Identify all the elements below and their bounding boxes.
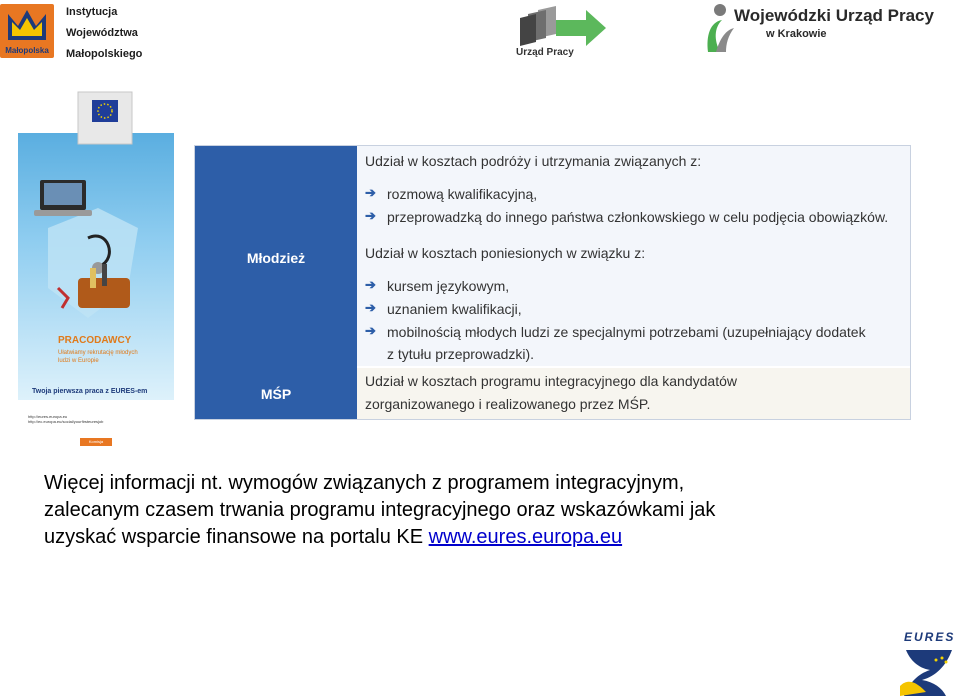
wup-krakow-logo [700, 2, 956, 58]
eures-emblem-icon [896, 646, 958, 698]
poster-url: http://ec.europa.eu/social/yourfirsteuresjob [28, 419, 104, 424]
urzad-pracy-arrow-icon [516, 4, 608, 48]
commission-building-icon [70, 88, 140, 148]
poster-tagline: Twoja pierwsza praca z EURES-em [32, 388, 148, 395]
info-line: zalecanym czasem trwania programu integracyjnego oraz wskazówkami jak [44, 499, 716, 521]
poster-commission-tag: Komisja Europejska [80, 438, 112, 446]
malopolska-badge-label: Małopolska [5, 46, 49, 55]
bullet-continuation: z tytułu przeprowadzki). [387, 346, 535, 362]
eures-poster [18, 88, 174, 450]
arrow-right-icon: ➔ [365, 277, 376, 292]
eures-wordmark: EURES [904, 630, 956, 644]
description-heading: Udział w kosztach podróży i utrzymania związanych z: [365, 153, 702, 169]
wup-figure-icon [700, 2, 736, 56]
eures-logo [896, 630, 958, 698]
info-line [44, 524, 924, 551]
malopolska-line: Województwa [66, 27, 138, 39]
poster-subtitle: Ułatwiamy rekrutację młodych ludzi w Europie [58, 350, 138, 364]
urzad-pracy-logo [516, 4, 608, 60]
malopolska-emblem-icon [0, 4, 54, 48]
malopolska-badge [0, 4, 54, 58]
description-heading: Udział w kosztach poniesionych w związku z: [365, 245, 646, 261]
arrow-right-icon: ➔ [365, 323, 376, 338]
info-line: Więcej informacji nt. wymogów związanych z programem integracyjnym, [44, 472, 685, 494]
description-line: zorganizowanego i realizowanego przez MŚP. [365, 396, 651, 412]
arrow-right-icon: ➔ [365, 208, 376, 223]
eures-portal-link[interactable]: www.eures.europa.eu [428, 526, 623, 548]
table-row [195, 368, 910, 419]
wup-title: Wojewódzki Urząd Pracy [734, 6, 934, 25]
poster-title: PRACODAWCY [58, 335, 132, 346]
bullet-item: kursem językowym, [387, 278, 510, 294]
support-table [194, 145, 911, 420]
bullet-item: przeprowadzką do innego państwa członkowskiego w celu podjęcia obowiązków. [387, 209, 889, 225]
row-category: MŚP [195, 368, 357, 419]
malopolska-line: Instytucja [66, 6, 118, 18]
info-paragraph [44, 470, 924, 551]
wup-subtitle: w Krakowie [766, 28, 827, 40]
poster-url: http://eures.europa.eu [28, 414, 68, 419]
description-line: Udział w kosztach programu integracyjnego dla kandydatów [365, 373, 737, 389]
urzad-pracy-label: Urząd Pracy [516, 47, 574, 58]
bullet-item: mobilnością młodych ludzi ze specjalnymi potrzebami (uzupełniający dodatek [387, 324, 866, 340]
row-category: Młodzież [195, 146, 357, 368]
bullet-item: uznaniem kwalifikacji, [387, 301, 522, 317]
table-row [195, 146, 910, 368]
arrow-right-icon: ➔ [365, 185, 376, 200]
malopolska-institution-name [66, 2, 142, 65]
malopolska-logo [0, 2, 150, 64]
malopolska-line: Małopolskiego [66, 48, 143, 60]
info-line-text: uzyskać wsparcie finansowe na portalu KE [44, 526, 429, 548]
arrow-right-icon: ➔ [365, 300, 376, 315]
bullet-item: rozmową kwalifikacyjną, [387, 186, 538, 202]
